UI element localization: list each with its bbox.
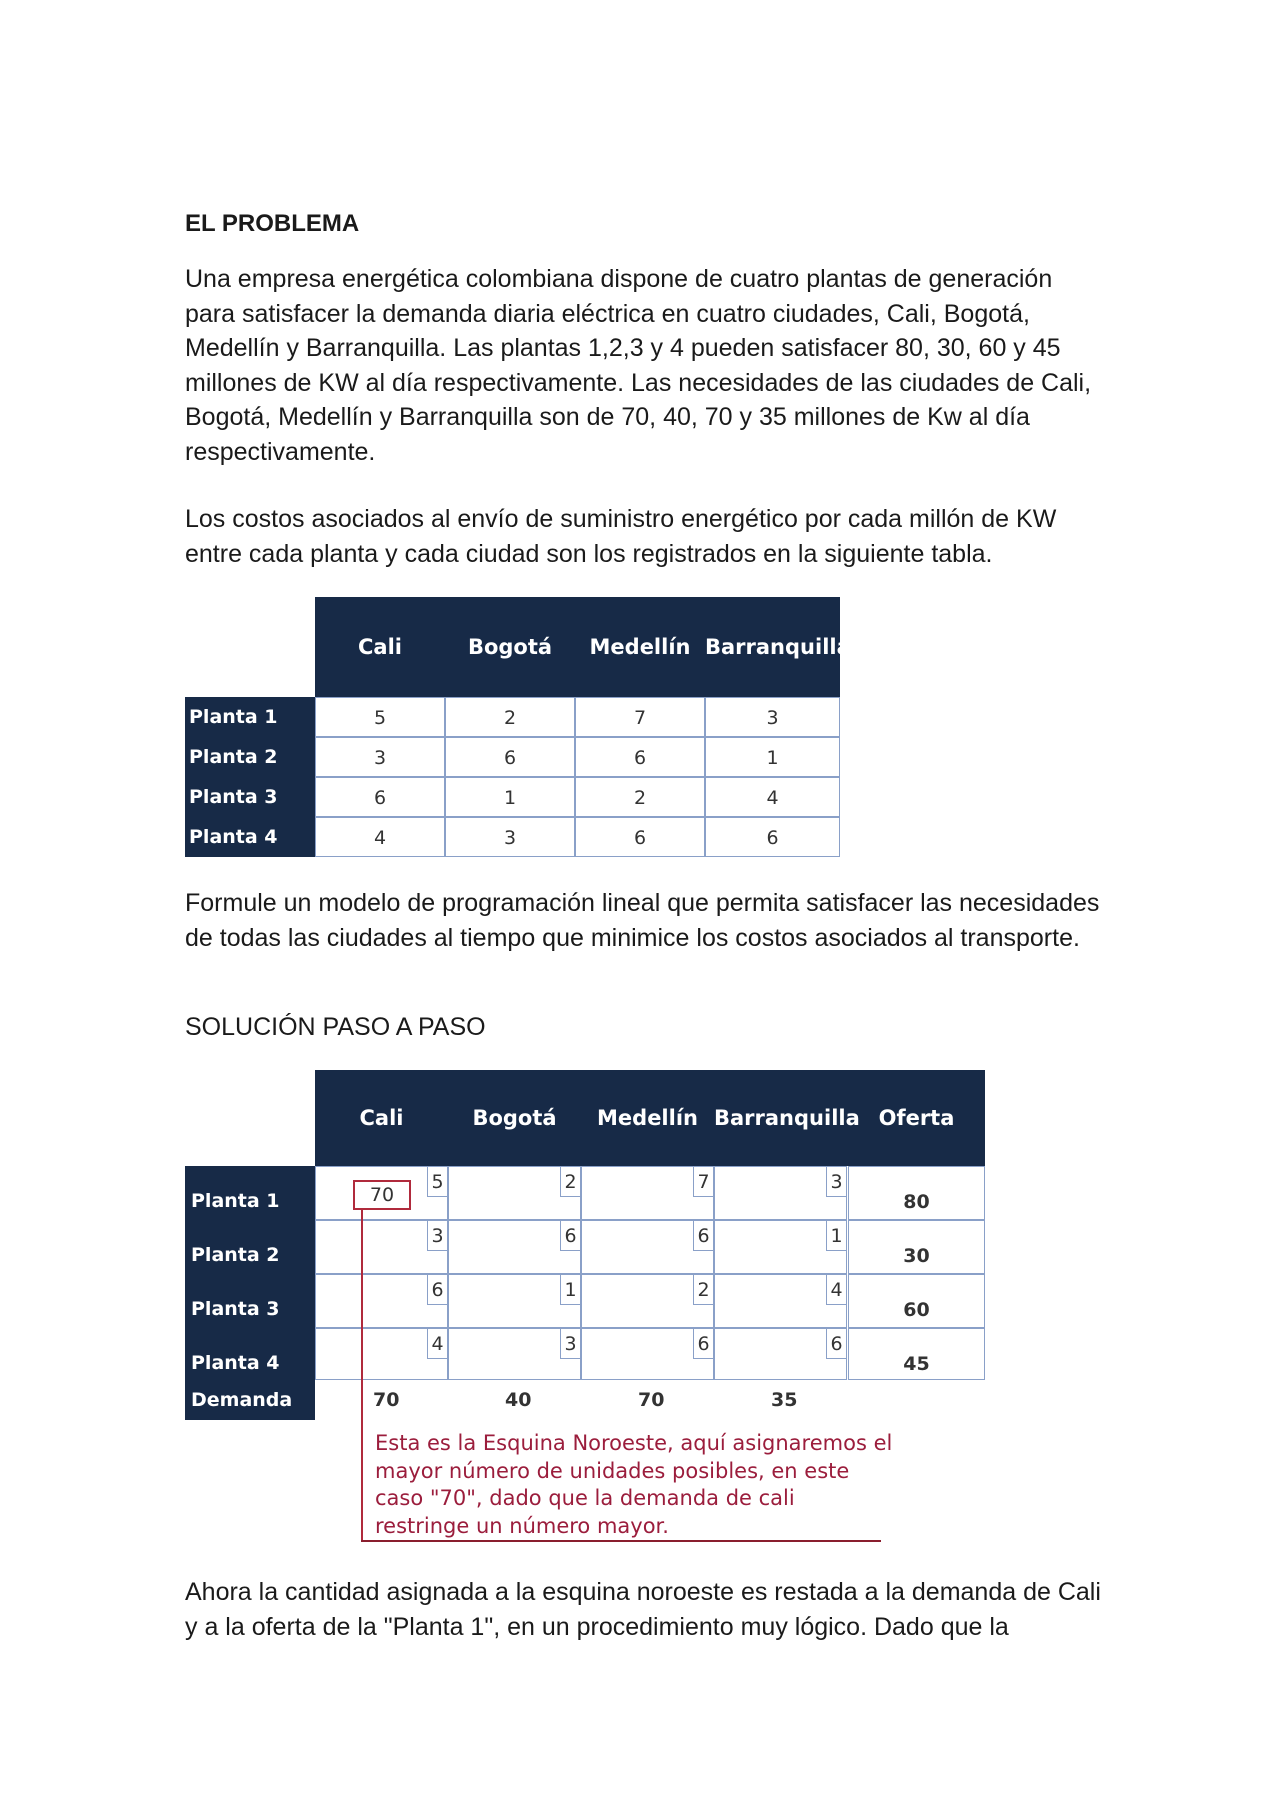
cost-value: 6 [560, 1221, 580, 1251]
table-cell: 3 [315, 737, 445, 777]
row-label: Planta 1 [185, 697, 315, 737]
table-cell: 3 [445, 817, 575, 857]
table-cell: 6 [315, 777, 445, 817]
table-cell [714, 1166, 847, 1220]
cost-value: 1 [826, 1221, 846, 1251]
column-header: Medellín [589, 635, 691, 659]
demand-label: Demanda [185, 1380, 315, 1420]
table-cell: 6 [575, 737, 705, 777]
cost-value: 3 [826, 1167, 846, 1197]
table-cell: 6 [445, 737, 575, 777]
cost-value: 3 [427, 1221, 447, 1251]
row-label: Planta 1 [185, 1166, 315, 1220]
table-cell [581, 1328, 714, 1380]
table-cell: 6 [575, 817, 705, 857]
table-cell: 5 [315, 697, 445, 737]
annotation-note: Esta es la Esquina Noroeste, aquí asignaremos el mayor número de unidades posibles, en este caso "70", dado que la demanda de cali restringe un número mayor. [375, 1431, 893, 1538]
row-label: Planta 2 [185, 1220, 315, 1274]
supply-value: 60 [848, 1274, 985, 1328]
cost-value: 7 [693, 1167, 713, 1197]
supply-value: 45 [848, 1328, 985, 1380]
demand-value: 35 [771, 1389, 798, 1411]
table-cell [714, 1274, 847, 1328]
table-cell: 3 [705, 697, 840, 737]
column-header: Barranquilla [714, 1106, 860, 1130]
demand-value: 70 [373, 1389, 400, 1411]
table-cell [315, 1328, 448, 1380]
table-cell: 1 [445, 777, 575, 817]
solution-table-header [315, 1070, 985, 1166]
row-label: Planta 4 [185, 817, 315, 857]
table-cell: 7 [575, 697, 705, 737]
table-cell [315, 1220, 448, 1274]
table-cell [448, 1166, 581, 1220]
table-cell [448, 1220, 581, 1274]
cost-value: 6 [693, 1329, 713, 1359]
column-header: Medellín [597, 1106, 698, 1130]
cost-value: 6 [826, 1329, 846, 1359]
explanation-paragraph: Ahora la cantidad asignada a la esquina noroeste es restada a la demanda de Cali y a la oferta de la "Planta 1", en un procedimiento muy lógico. Dado que la [185, 1578, 1101, 1641]
table-cell: 2 [575, 777, 705, 817]
cost-value: 3 [560, 1329, 580, 1359]
costs-paragraph: Los costos asociados al envío de suministro energético por cada millón de KW entre cada planta y cada ciudad son los registrados en la siguiente tabla. [185, 505, 1057, 568]
table-cell [714, 1220, 847, 1274]
supply-value: 30 [848, 1220, 985, 1274]
solution-heading: SOLUCIÓN PASO A PASO [185, 1013, 486, 1041]
row-label: Planta 4 [185, 1328, 315, 1380]
table-cell [315, 1274, 448, 1328]
cost-value: 4 [826, 1275, 846, 1305]
cost-value: 6 [427, 1275, 447, 1305]
cost-value: 1 [560, 1275, 580, 1305]
problem-paragraph: Una empresa energética colombiana dispone de cuatro plantas de generación para satisfacer la demanda diaria eléctrica en cuatro ciudades, Cali, Bogotá, Medellín y Barranquilla. Las plantas 1,2,3 y 4 pueden satisfacer 80, 30, 60 y 45 millones de KW al día respectivamente. Las necesidades de las ciudades de Cali, Bogotá, Medellín y Barranquilla son de 70, 40, 70 y 35 millones de Kw al día respectivamente. [185, 265, 1092, 466]
cost-value: 5 [427, 1167, 447, 1197]
table-cell [581, 1220, 714, 1274]
assigned-value-box: 70 [353, 1180, 411, 1210]
cost-value: 4 [427, 1329, 447, 1359]
supply-value: 80 [848, 1166, 985, 1220]
table-cell: 4 [315, 817, 445, 857]
table-cell: 2 [445, 697, 575, 737]
table-cell [448, 1274, 581, 1328]
column-header: Cali [359, 1106, 404, 1130]
table-cell [581, 1166, 714, 1220]
cost-table [185, 597, 851, 860]
column-header: Bogotá [472, 1106, 557, 1130]
row-label: Planta 2 [185, 737, 315, 777]
table-cell [581, 1274, 714, 1328]
cost-table-header [315, 597, 851, 697]
table-cell: 4 [705, 777, 840, 817]
problem-heading: EL PROBLEMA [185, 210, 360, 237]
table-cell [448, 1328, 581, 1380]
row-label: Planta 3 [185, 1274, 315, 1328]
cost-value: 6 [693, 1221, 713, 1251]
table-cell: 1 [705, 737, 840, 777]
model-paragraph: Formule un modelo de programación lineal que permita satisfacer las necesidades de todas las ciudades al tiempo que minimice los costos asociados al transporte. [185, 889, 1100, 952]
cost-value: 2 [560, 1167, 580, 1197]
annotation-connector-line [361, 1210, 363, 1542]
demand-value: 70 [638, 1389, 665, 1411]
column-header: Cali [358, 635, 402, 659]
column-header: Bogotá [467, 635, 553, 659]
column-header: Oferta [878, 1106, 955, 1130]
table-cell [714, 1328, 847, 1380]
annotation-underline [361, 1540, 881, 1542]
column-header: Barranquilla [705, 635, 851, 659]
demand-value: 40 [505, 1389, 532, 1411]
row-label: Planta 3 [185, 777, 315, 817]
solution-table [185, 1070, 985, 1420]
cost-value: 2 [693, 1275, 713, 1305]
table-cell: 6 [705, 817, 840, 857]
